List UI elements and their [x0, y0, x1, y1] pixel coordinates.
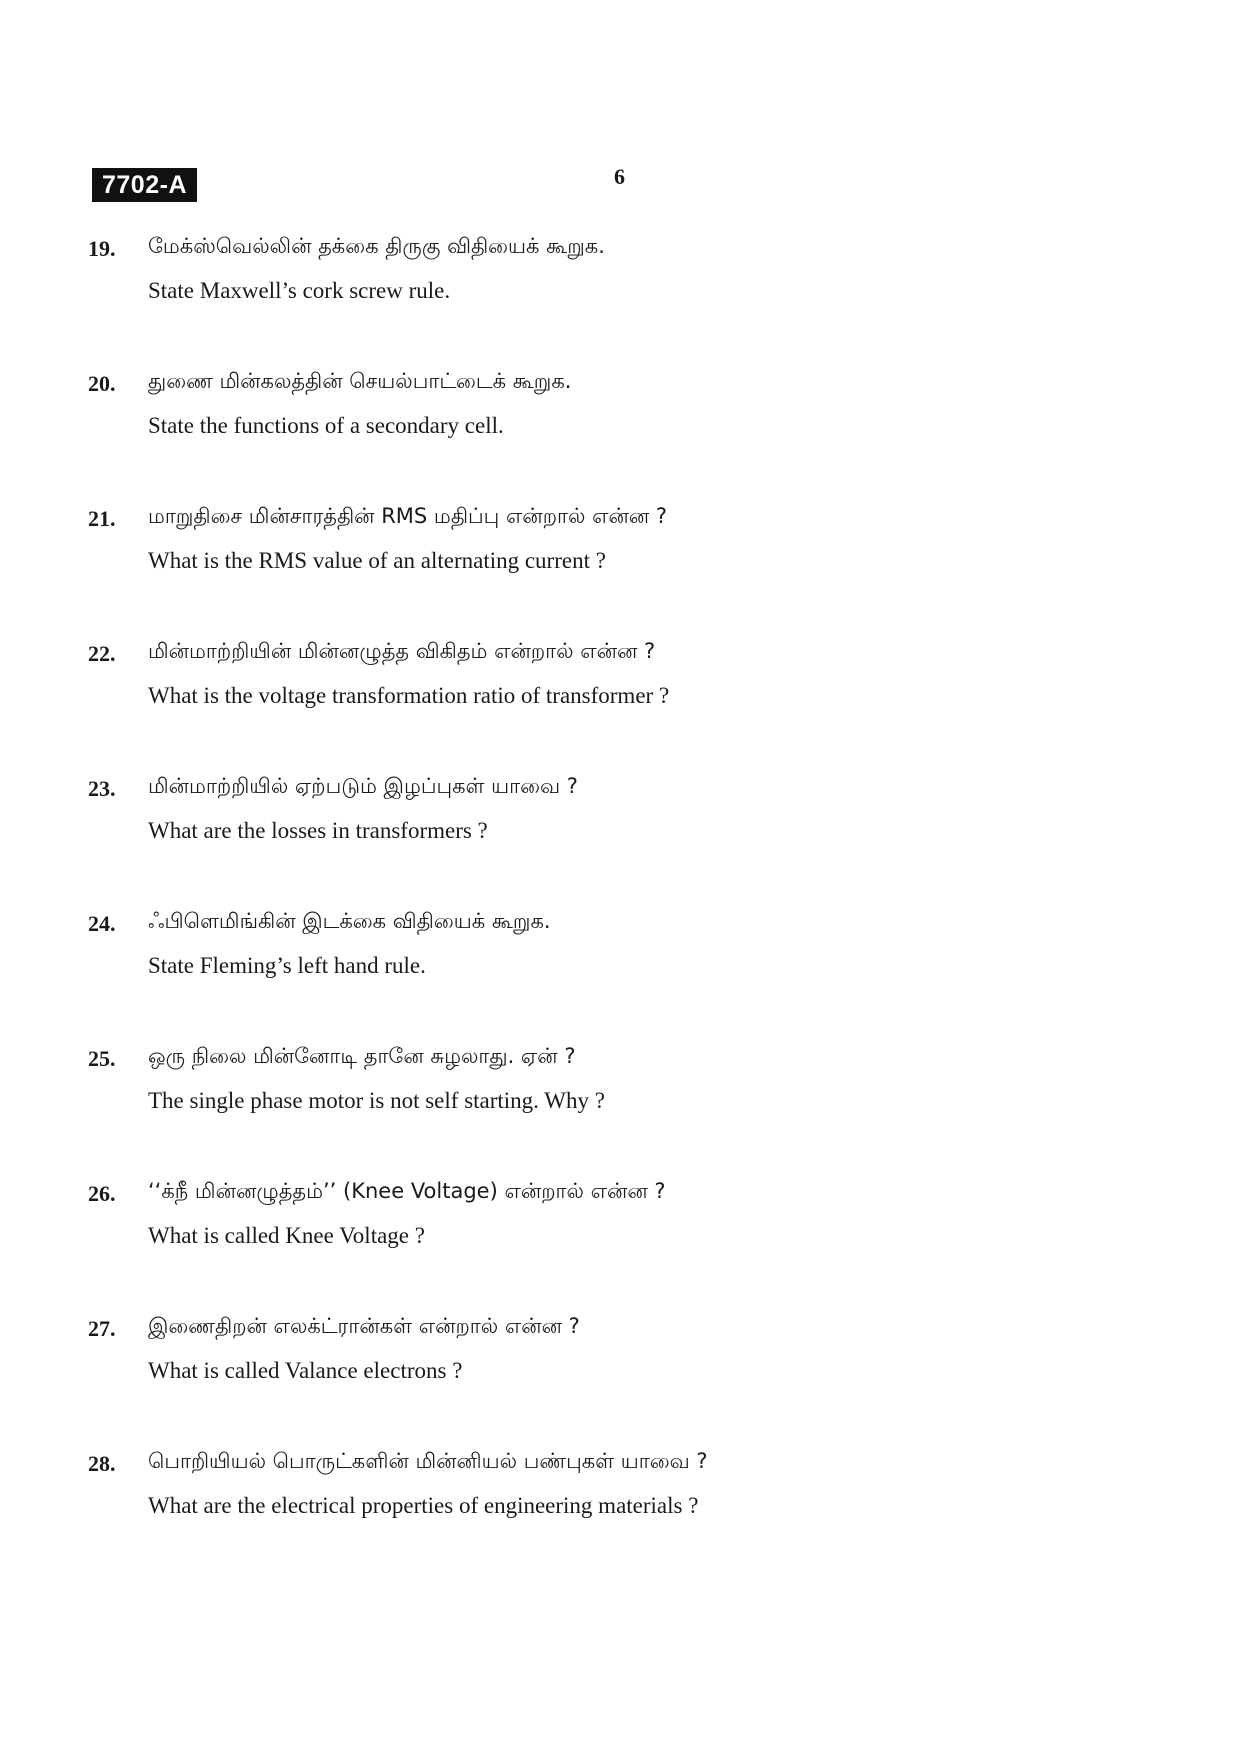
question-item [88, 232, 1148, 367]
question-text-english: State Maxwell’s cork screw rule. [148, 278, 451, 303]
question-item [88, 907, 1148, 1042]
question-text-tamil: மின்மாற்றியில் ஏற்படும் இழப்புகள் யாவை ? [148, 774, 578, 798]
question-text-english: What is the voltage transformation ratio of transformer ? [148, 683, 670, 708]
question-text-tamil: மேக்ஸ்வெல்லின் தக்கை திருகு விதியைக் கூறுக. [148, 234, 605, 258]
question-list [88, 232, 1148, 1582]
page-number: 6 [614, 164, 625, 189]
question-number: 23. [88, 776, 116, 801]
question-text-english: What is called Valance electrons ? [148, 1358, 463, 1383]
question-text-english: State Fleming’s left hand rule. [148, 953, 426, 978]
question-item [88, 1177, 1148, 1312]
question-item [88, 1042, 1148, 1177]
question-number: 22. [88, 641, 116, 666]
question-text-tamil: மாறுதிசை மின்சாரத்தின் RMS மதிப்பு என்றால் என்ன ? [148, 504, 668, 528]
question-item [88, 637, 1148, 772]
question-item [88, 502, 1148, 637]
question-number: 25. [88, 1046, 116, 1071]
question-number: 19. [88, 236, 116, 261]
question-number: 28. [88, 1451, 116, 1476]
question-number: 24. [88, 911, 116, 936]
question-text-english: The single phase motor is not self starting. Why ? [148, 1088, 605, 1113]
paper-code-badge: 7702-A [92, 168, 197, 202]
question-text-english: What are the electrical properties of engineering materials ? [148, 1493, 699, 1518]
question-text-tamil: பொறியியல் பொருட்களின் மின்னியல் பண்புகள் யாவை ? [148, 1449, 708, 1473]
question-number: 21. [88, 506, 116, 531]
question-text-english: What is called Knee Voltage ? [148, 1223, 425, 1248]
question-text-tamil: ஃபிளெமிங்கின் இடக்கை விதியைக் கூறுக. [148, 909, 551, 933]
question-text-tamil: இணைதிறன் எலக்ட்ரான்கள் என்றால் என்ன ? [148, 1314, 580, 1338]
question-number: 26. [88, 1181, 116, 1206]
question-item [88, 367, 1148, 502]
question-number: 20. [88, 371, 116, 396]
question-number: 27. [88, 1316, 116, 1341]
question-item [88, 772, 1148, 907]
question-text-english: State the functions of a secondary cell. [148, 413, 504, 438]
question-text-english: What are the losses in transformers ? [148, 818, 488, 843]
question-item [88, 1447, 1148, 1582]
question-text-tamil: மின்மாற்றியின் மின்னழுத்த விகிதம் என்றால் என்ன ? [148, 639, 656, 663]
question-text-tamil: ‘‘க்நீ மின்னழுத்தம்’’ (Knee Voltage) என்றால் என்ன ? [148, 1179, 666, 1203]
question-item [88, 1312, 1148, 1447]
question-text-tamil: ஒரு நிலை மின்னோடி தானே சுழலாது. ஏன் ? [148, 1044, 576, 1068]
question-text-english: What is the RMS value of an alternating current ? [148, 548, 606, 573]
question-text-tamil: துணை மின்கலத்தின் செயல்பாட்டைக் கூறுக. [148, 369, 572, 393]
